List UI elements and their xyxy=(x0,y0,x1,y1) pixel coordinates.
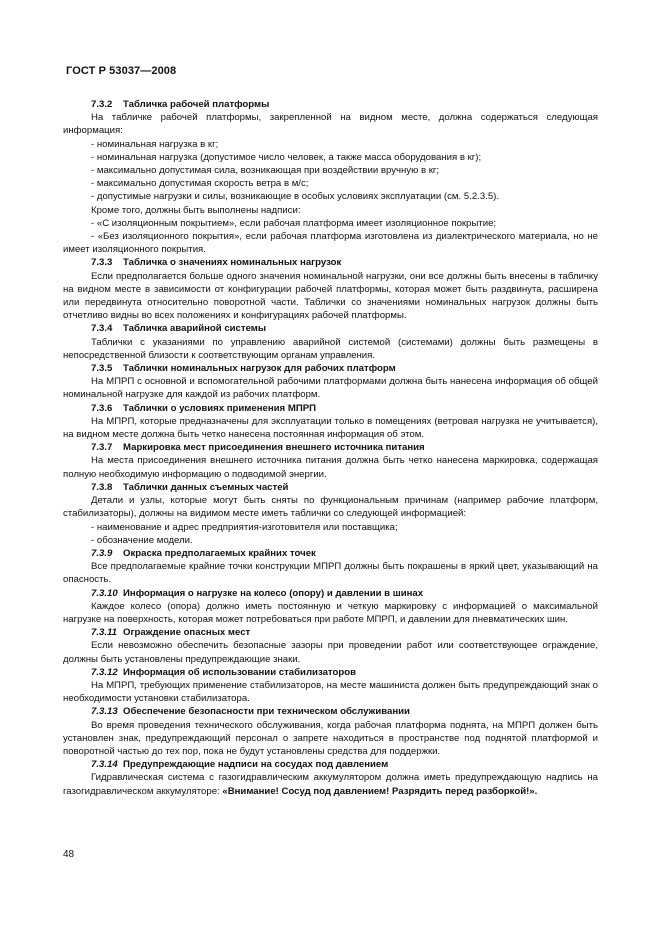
section-number: 7.3.3 xyxy=(91,257,113,269)
paragraph-text: - номинальная нагрузка (допустимое число человек, а также масса оборудования в кг); xyxy=(91,151,482,163)
paragraph-text: - наименование и адрес предприятия-изготовителя или поставщика; xyxy=(91,521,398,533)
section-title: Информация об использовании стабилизаторов xyxy=(123,666,356,678)
paragraph-text: Детали и узлы, которые могут быть сняты по функциональным причинам (например рабочие платформ, стабилизаторы), должны на видимом месте иметь таблички со следующей информацией: xyxy=(63,495,598,520)
paragraph xyxy=(63,639,598,665)
list-item xyxy=(63,521,598,534)
section-number: 7.3.6 xyxy=(91,402,113,414)
section-number: 7.3.10 xyxy=(91,587,118,599)
list-item xyxy=(63,138,598,151)
list-item xyxy=(63,164,598,177)
section-title: Табличка о значениях номинальных нагрузок xyxy=(123,257,342,269)
section-number: 7.3.7 xyxy=(91,442,113,454)
paragraph xyxy=(63,375,598,401)
paragraph-text: На МПРП, требующих применение стабилизаторов, на месте машиниста должен быть предупреждающий знак о необходимости установки стабилизатора. xyxy=(63,679,598,705)
list-item xyxy=(63,151,598,164)
section-title: Информация о нагрузке на колесо (опору) и давлении в шинах xyxy=(123,587,424,599)
section-number: 7.3.2 xyxy=(91,99,113,110)
paragraph xyxy=(63,415,598,441)
list-item xyxy=(63,534,598,547)
paragraph xyxy=(63,719,598,759)
paragraph xyxy=(63,204,598,217)
section-title: Предупреждающие надписи на сосудах под давлением xyxy=(123,759,389,771)
paragraph-text: Все предполагаемые крайние точки конструкции МПРП должны быть покрашены в яркий цвет, указывающий на опасность. xyxy=(63,561,598,586)
paragraph xyxy=(63,679,598,705)
section-number: 7.3.11 xyxy=(91,627,117,639)
section-title: Табличка рабочей платформы xyxy=(123,99,270,110)
paragraph xyxy=(63,771,598,797)
section-title: Маркировка мест присоединения внешнего источника питания xyxy=(123,442,425,454)
section-heading xyxy=(63,626,598,639)
section-heading xyxy=(63,362,598,375)
paragraph-text: На места присоединения внешнего источника питания должна быть четко нанесена маркировка, содержащая полную необходимую информацию о подводимой энергии. xyxy=(63,455,598,480)
paragraph-text: - «Без изоляционного покрытия», если рабочая платформа изготовлена из диэлектрического материала, но не имеет изоляционного покрытия. xyxy=(63,231,598,256)
section-heading xyxy=(63,666,598,679)
paragraph-text: Каждое колесо (опора) должно иметь постоянную и четкую маркировку с информацией о максимальной нагрузке на поверхность, которая может потребоваться при работе МПРП, и давлении для пневматических шин. xyxy=(63,600,598,625)
section-title: Окраска предполагаемых крайних точек xyxy=(123,547,316,559)
paragraph-text: - максимально допустимая сила, возникающая при воздействии вручную в кг; xyxy=(91,165,440,177)
section-heading xyxy=(63,758,598,771)
section-heading xyxy=(63,481,598,494)
section-number: 7.3.4 xyxy=(91,323,113,335)
paragraph xyxy=(63,230,598,256)
paragraph xyxy=(63,270,598,323)
section-heading xyxy=(63,322,598,335)
section-title: Ограждение опасных мест xyxy=(123,627,251,639)
section-title: Таблички номинальных нагрузок для рабочих платформ xyxy=(123,363,396,375)
paragraph xyxy=(63,454,598,480)
paragraph-text: Если предполагается больше одного значения номинальной нагрузки, они все должны быть внесены в табличку на видном месте в зависимости от конфигурации рабочей платформы, которая может быть раздвинута, расширена или передвинута относительно поворотной части. Таблички со значениями номинальных нагрузок должны быть отчетливо видны во всех положениях и конфигурациях рабочей платформы. xyxy=(63,270,598,322)
page-number: 48 xyxy=(63,849,75,860)
section-heading xyxy=(63,587,598,600)
section-heading xyxy=(63,98,598,111)
paragraph-text: - максимально допустимая скорость ветра в м/с; xyxy=(91,178,309,190)
section-number: 7.3.13 xyxy=(91,706,118,718)
section-number: 7.3.12 xyxy=(91,666,118,678)
paragraph xyxy=(63,494,598,520)
section-heading xyxy=(63,705,598,718)
section-title: Табличка аварийной системы xyxy=(123,323,267,335)
list-item xyxy=(63,177,598,190)
paragraph-text: На табличке рабочей платформы, закрепленной на видном месте, должна содержаться следующая информация: xyxy=(63,112,598,137)
paragraph xyxy=(63,217,598,230)
section-heading xyxy=(63,256,598,269)
paragraph xyxy=(63,111,598,137)
list-item xyxy=(63,190,598,203)
document-header: ГОСТ Р 53037—2008 xyxy=(66,65,177,77)
paragraph-text: Если невозможно обеспечить безопасные зазоры при проведении работ или соответствующее ограждение, должны быть установлены предупреждающие знаки. xyxy=(63,640,598,665)
paragraph-text: - обозначение модели. xyxy=(91,534,193,546)
paragraph-text: На МПРП с основной и вспомогательной рабочими платформами должна быть нанесена информация об общей номинальной нагрузке для каждой из рабочих платформ. xyxy=(63,376,598,401)
section-heading xyxy=(63,547,598,560)
document-body xyxy=(63,98,598,798)
paragraph xyxy=(63,336,598,362)
warning-inscription: «Внимание! Сосуд под давлением! Разрядить перед разборкой!». xyxy=(222,785,538,797)
paragraph-text: На МПРП, которые предназначены для эксплуатации только в помещениях (ветровая нагрузка не учитывается), на видном месте должна быть четко нанесена постоянная информация об этом. xyxy=(63,415,598,441)
paragraph-text: Во время проведения технического обслуживания, когда рабочая платформа поднята, на МПРП должен быть установлен знак, предупреждающий персонал о запрете находиться в пространстве под поднятой платформой и поворотной частью до тех пор, пока не будут установлены средства для поддержки. xyxy=(63,719,598,757)
paragraph-text: - номинальная нагрузка в кг; xyxy=(91,138,219,150)
section-heading xyxy=(63,402,598,415)
paragraph-text: Таблички с указаниями по управлению аварийной системой (системами) должны быть размещены в непосредственной близости к соответствующим органам управления. xyxy=(63,336,598,361)
section-title: Таблички данных съемных частей xyxy=(123,481,289,493)
section-title: Таблички о условиях применения МПРП xyxy=(123,402,317,414)
section-title: Обеспечение безопасности при техническом обслуживании xyxy=(123,706,410,718)
paragraph-text: - допустимые нагрузки и силы, возникающие в особых условиях эксплуатации (см. 5.2.3.5). xyxy=(91,191,500,203)
section-number: 7.3.5 xyxy=(91,363,113,375)
paragraph xyxy=(63,600,598,626)
paragraph xyxy=(63,560,598,586)
section-heading xyxy=(63,441,598,454)
paragraph-text: Гидравлическая система с газогидравлическим аккумулятором должна иметь предупреждающую надпись на газогидравлическом аккумуляторе: xyxy=(63,772,598,797)
paragraph-text: Кроме того, должны быть выполнены надписи: xyxy=(91,204,301,216)
section-number: 7.3.8 xyxy=(91,481,113,493)
paragraph-text: - «С изоляционным покрытием», если рабочая платформа имеет изоляционное покрытие; xyxy=(91,217,497,229)
section-number: 7.3.9 xyxy=(91,547,113,559)
section-number: 7.3.14 xyxy=(91,759,118,771)
